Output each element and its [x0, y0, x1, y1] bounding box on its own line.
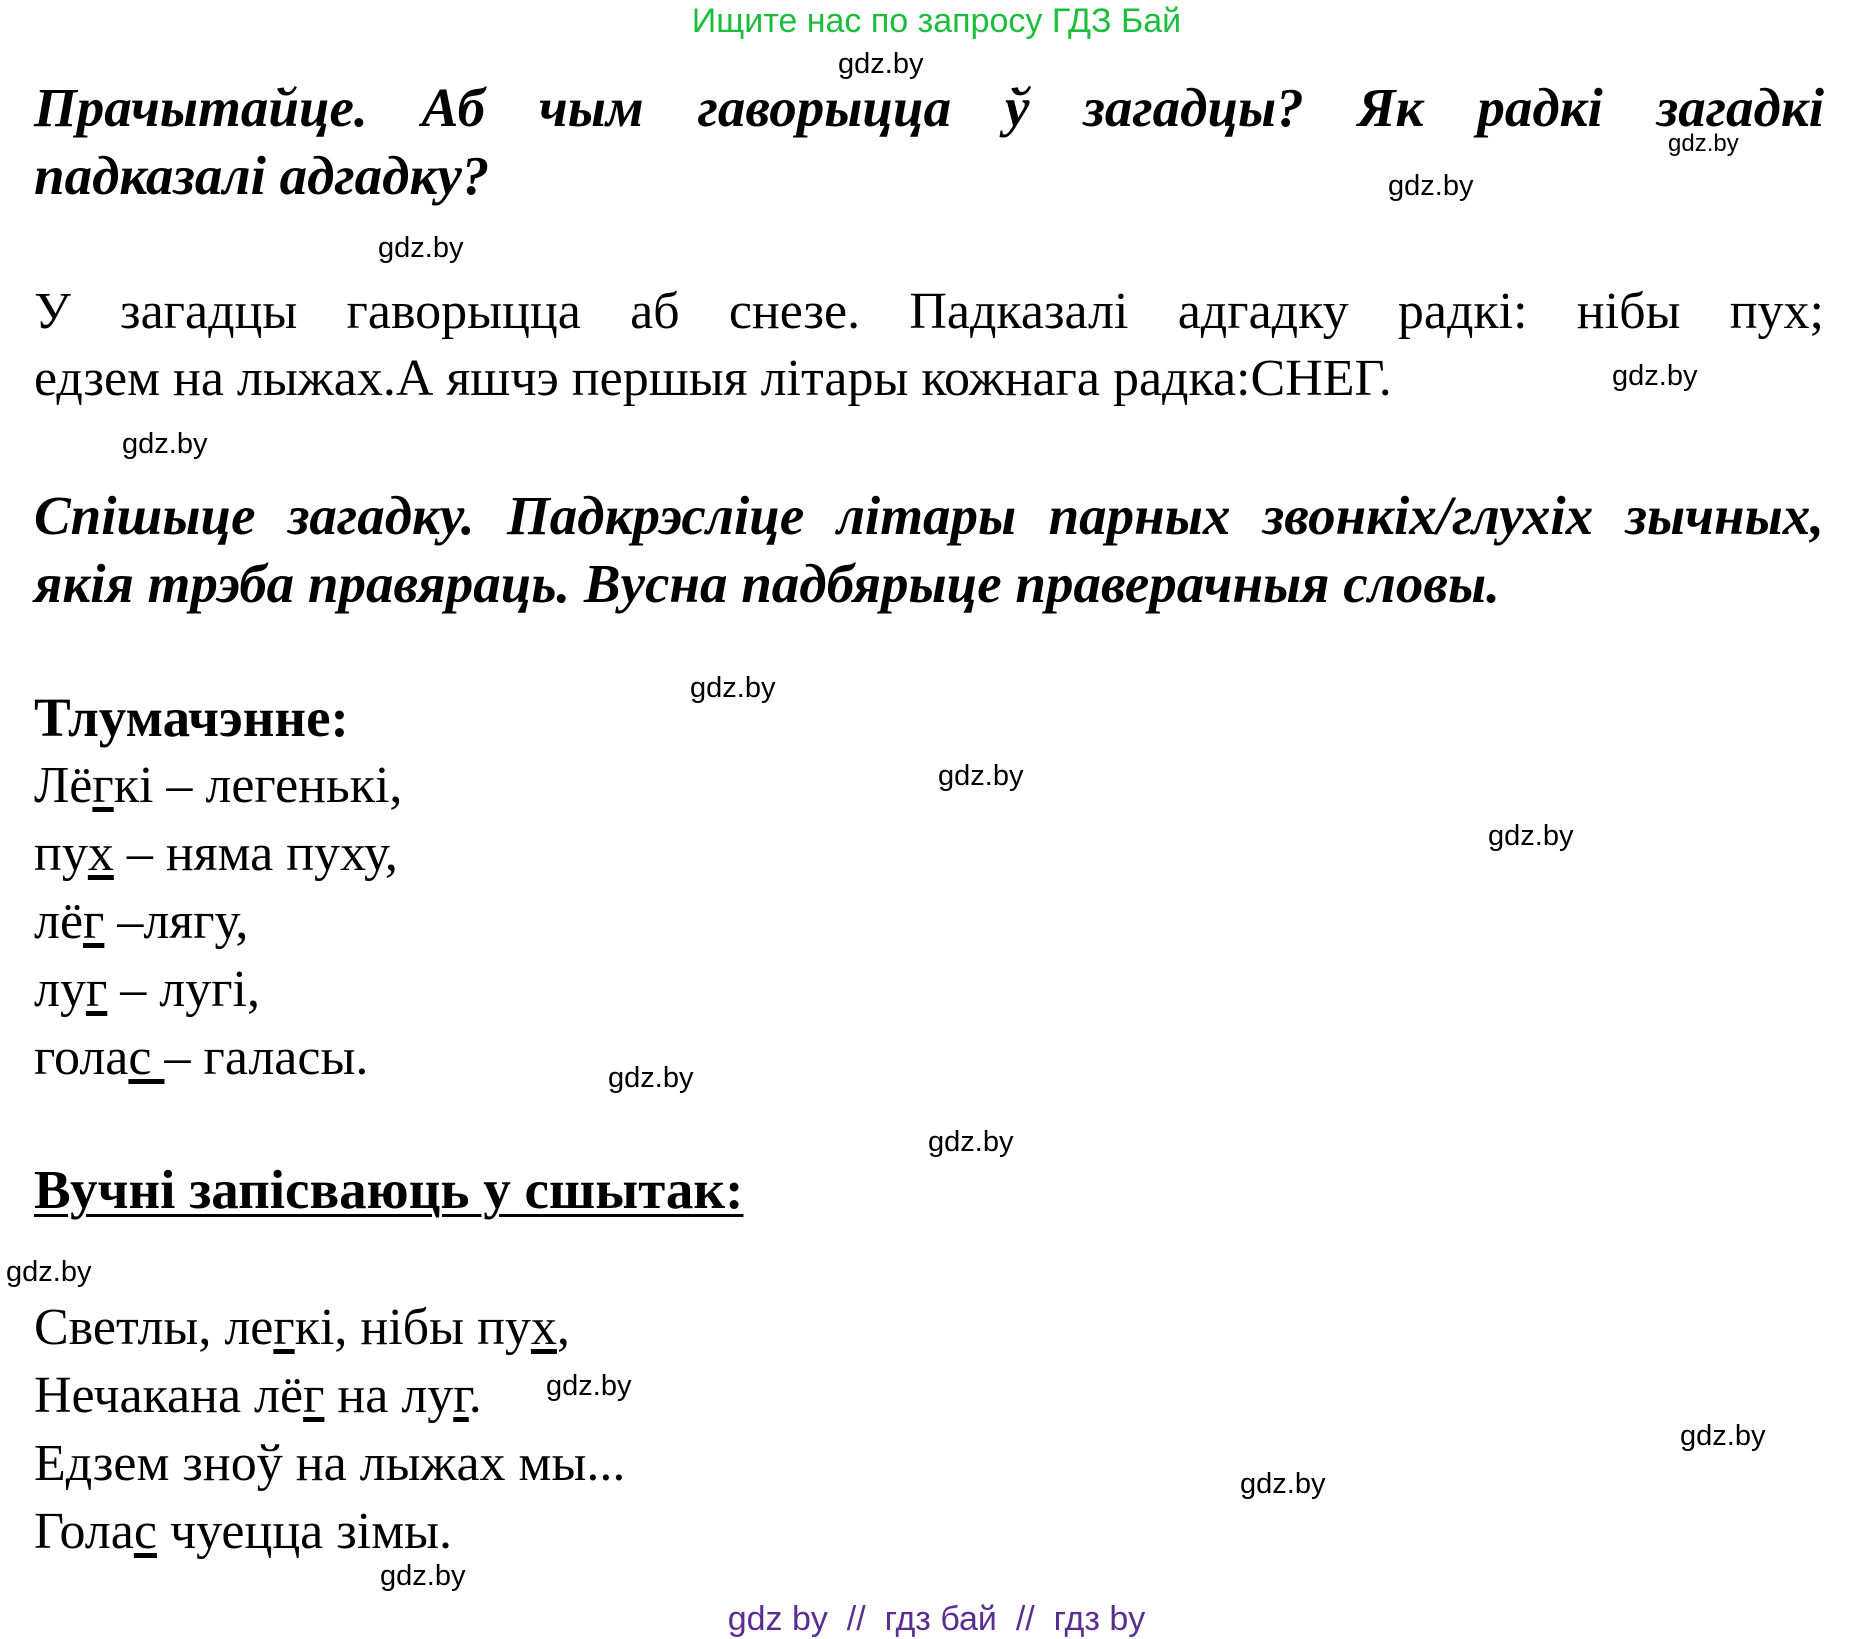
line-text: Нечакана лё	[34, 1367, 304, 1424]
line-text: лу	[34, 961, 86, 1018]
task-1-line-1: Прачытайце. Аб чым гаворыцца ў загадцы? Як радкі загадкі	[34, 77, 1824, 138]
explanation-line	[34, 888, 248, 955]
watermark: gdz.by	[378, 232, 464, 264]
underlined-letter: с	[133, 1503, 157, 1560]
notebook-heading: Вучні запісваюць у сшытак:	[34, 1159, 744, 1220]
answer-1	[34, 278, 1824, 412]
answer-1-line-2: едзем на лыжах.А яшчэ першыя літары кожнага радка:СНЕГ.	[34, 350, 1392, 407]
underlined-letter: г	[453, 1367, 469, 1424]
watermark: gdz.by	[1612, 360, 1698, 392]
watermark: gdz.by	[546, 1370, 632, 1402]
explanation-line	[34, 1024, 368, 1091]
line-text: чуецца зімы.	[156, 1503, 453, 1560]
line-text: кі – легенькі,	[113, 757, 403, 814]
underlined-letter: х	[530, 1299, 557, 1356]
line-text: ,	[556, 1299, 570, 1356]
line-text: Гола	[34, 1503, 134, 1560]
line-text: на лу	[324, 1367, 454, 1424]
task-1-line-2: падказалі адгадку?	[34, 145, 490, 206]
watermark: gdz.by	[608, 1062, 694, 1094]
explanation-line	[34, 956, 260, 1023]
watermark: gdz.by	[122, 428, 208, 460]
notebook-line	[34, 1430, 625, 1497]
watermark: gdz.by	[928, 1126, 1014, 1158]
underlined-letter: г	[273, 1299, 295, 1356]
task-2	[34, 482, 1824, 618]
watermark: gdz.by	[938, 760, 1024, 792]
task-2-line-2: якія трэба правяраць. Вусна падбярыце праверачныя словы.	[34, 553, 1500, 614]
underlined-letter: г	[303, 1367, 325, 1424]
watermark: gdz.by	[380, 1560, 466, 1592]
line-text: гола	[34, 1029, 129, 1086]
watermark: gdz.by	[6, 1256, 92, 1288]
line-text: Светлы, ле	[34, 1299, 274, 1356]
watermark: gdz.by	[1388, 170, 1474, 202]
watermark: gdz.by	[1680, 1420, 1766, 1452]
watermark: gdz.by	[1240, 1468, 1326, 1500]
notebook-line	[34, 1294, 570, 1361]
footer-links[interactable]: gdz by // гдз бай // гдз by	[727, 1600, 1146, 1638]
line-text: Едзем зноў на лыжах мы...	[34, 1435, 626, 1492]
notebook-line	[34, 1362, 482, 1429]
explanation-line	[34, 820, 398, 887]
line-text: лё	[34, 893, 84, 950]
watermark: gdz.by	[690, 672, 776, 704]
task-1	[34, 74, 1824, 210]
watermark: gdz.by	[1488, 820, 1574, 852]
underlined-letter: х	[87, 825, 114, 882]
line-text: – лугі,	[107, 961, 261, 1018]
underlined-letter: г	[85, 961, 108, 1018]
line-text: .	[468, 1367, 482, 1424]
answer-1-line-1: У загадцы гаворыцца аб снезе. Падказалі адгадку радкі: нібы пух;	[34, 283, 1824, 340]
underlined-letter: с	[128, 1029, 165, 1086]
line-text: – галасы.	[164, 1029, 369, 1086]
line-text: кі, нібы пу	[294, 1299, 531, 1356]
line-text: пу	[34, 825, 88, 882]
watermark: gdz.by	[1668, 130, 1739, 157]
underlined-letter: г	[83, 893, 105, 950]
task-2-line-1: Спішыце загадку. Падкрэсліце літары парных звонкіх/глухіх зычных,	[34, 485, 1824, 546]
notebook-line	[34, 1498, 452, 1565]
underlined-letter: г	[92, 757, 114, 814]
watermark: gdz.by	[838, 48, 924, 80]
line-text: –лягу,	[104, 893, 249, 950]
line-text: – няма пуху,	[113, 825, 398, 882]
explanation-line	[34, 752, 402, 819]
line-text: Лё	[34, 757, 93, 814]
explanation-heading: Тлумачэнне:	[34, 687, 349, 748]
top-banner[interactable]: Ищите нас по запросу ГДЗ Бай	[691, 2, 1182, 40]
